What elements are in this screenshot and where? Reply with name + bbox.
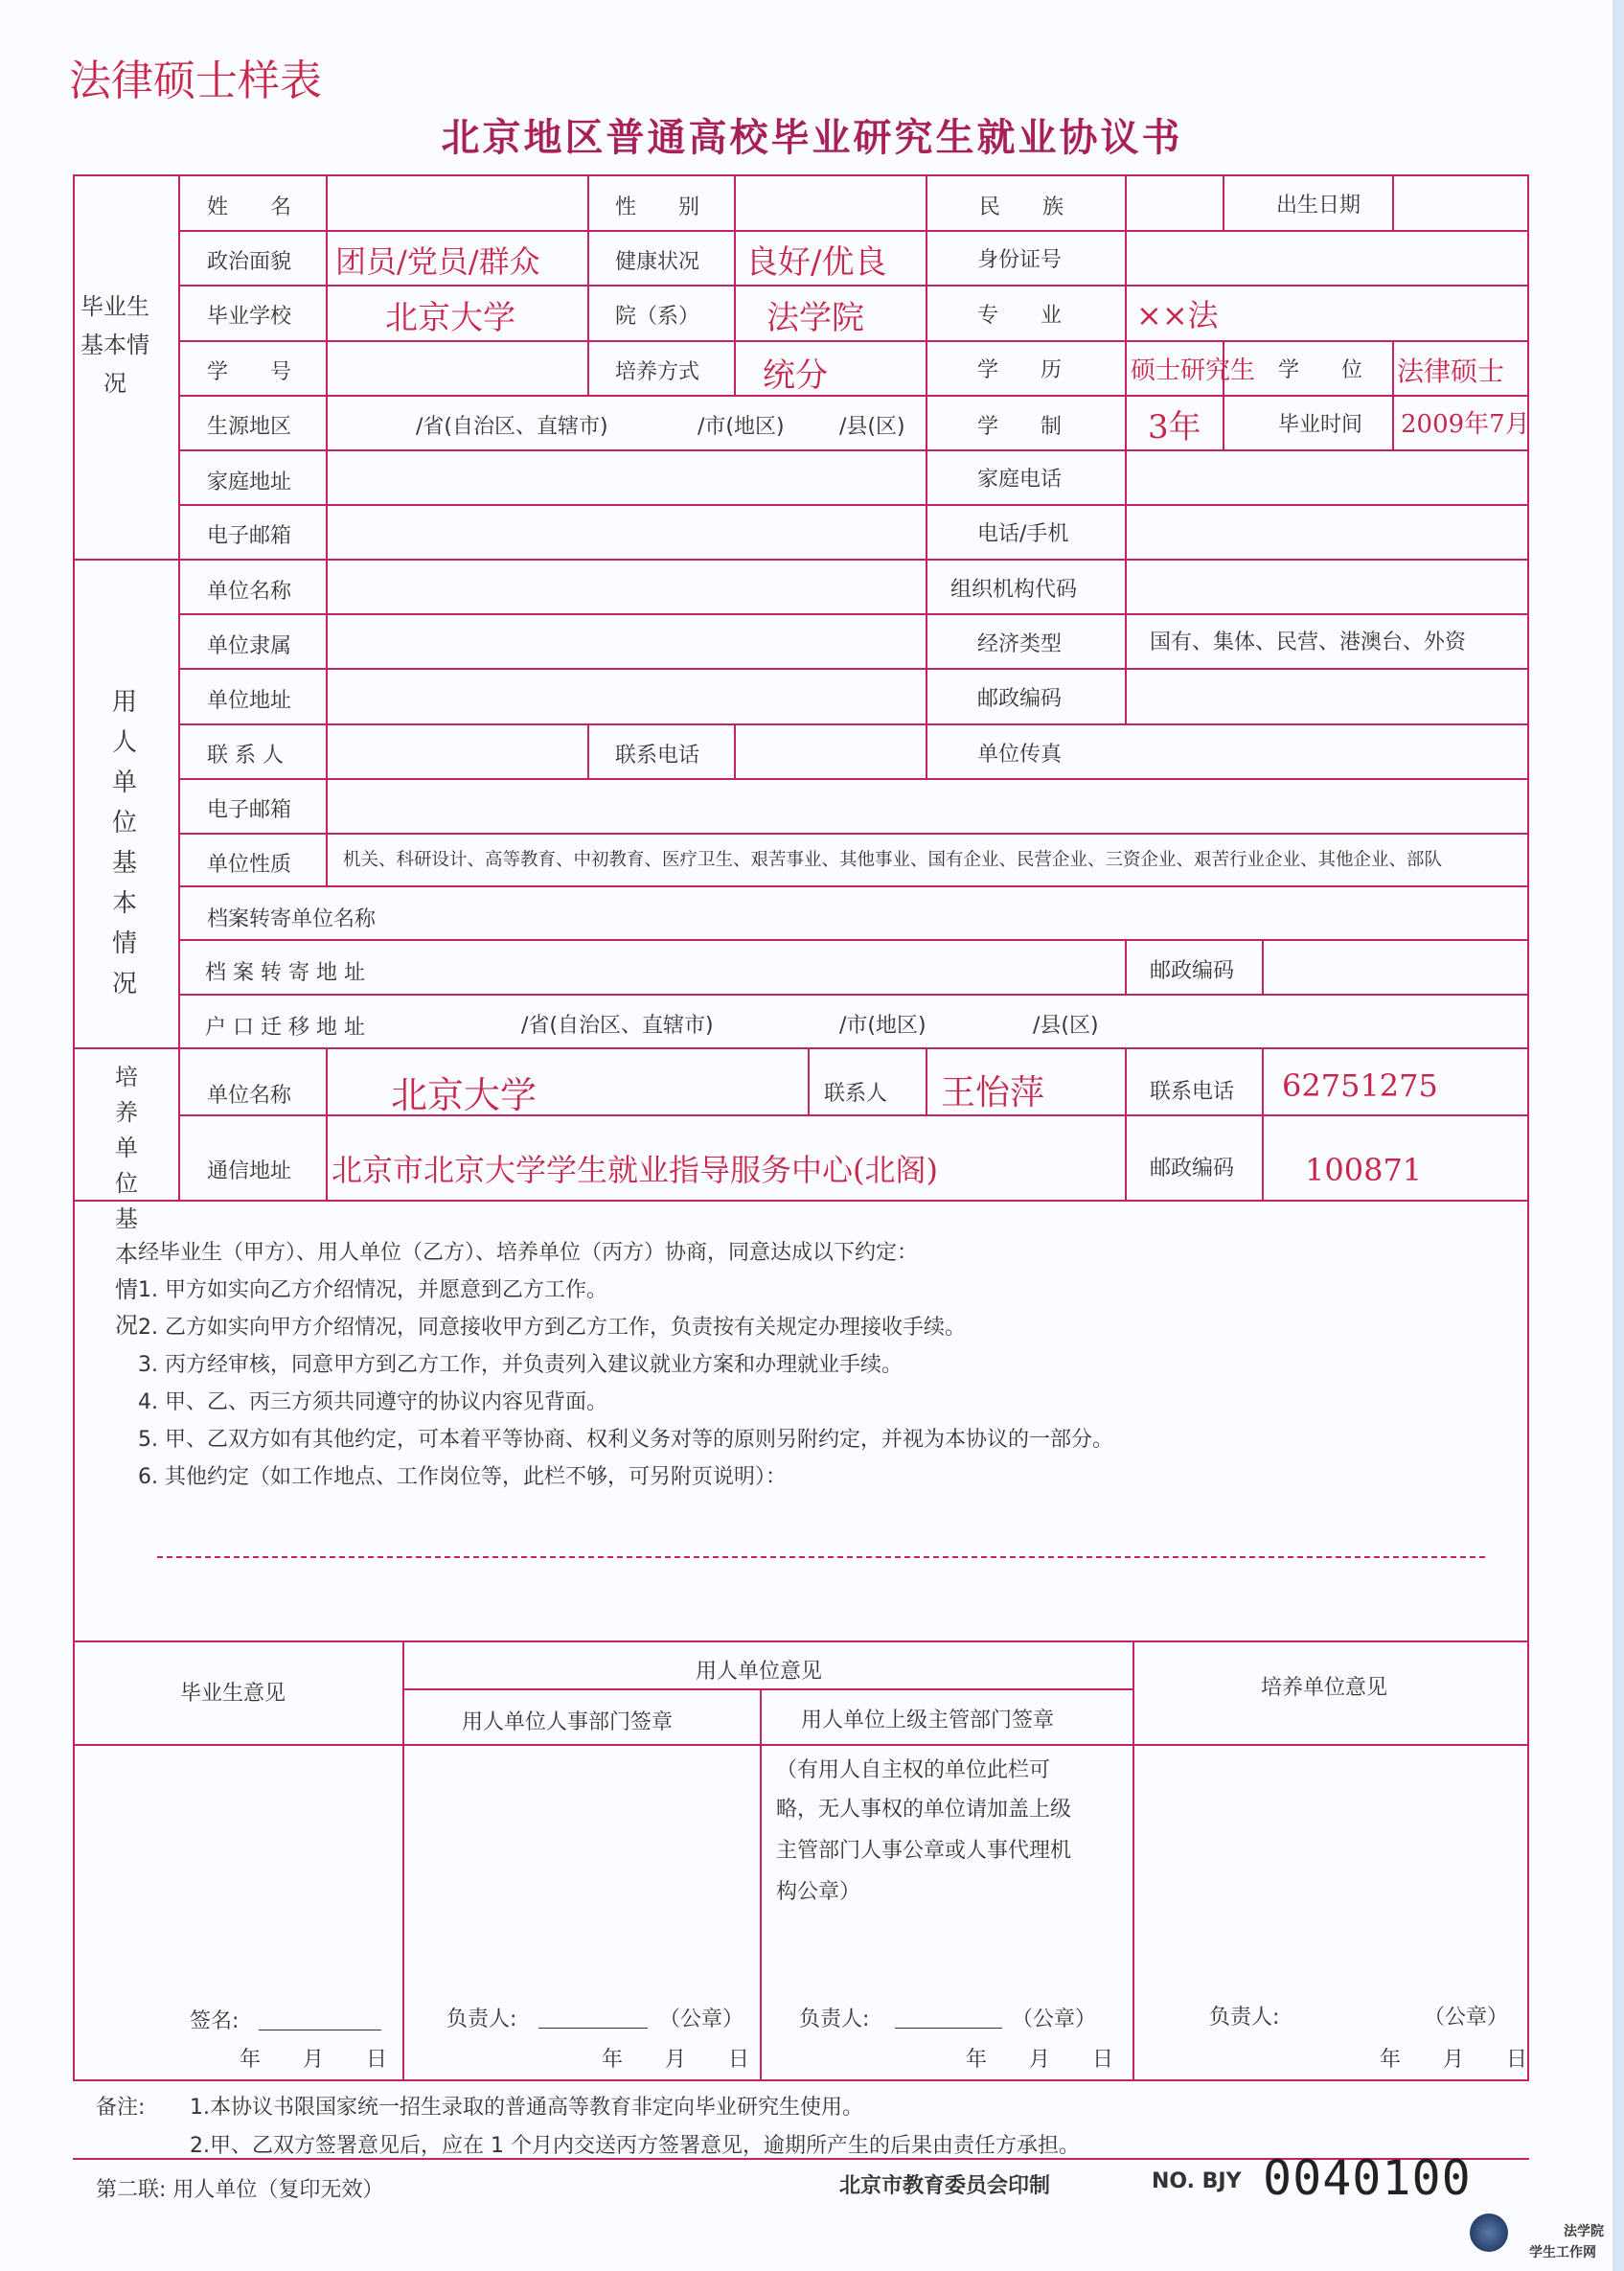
printer-label: 北京市教育委员会印制: [839, 2174, 1051, 2198]
page-edge: [1613, 0, 1624, 2271]
school-section-label: 培养单位基本情况: [115, 1064, 138, 1339]
graduate-sign-label: 签名:: [190, 2009, 240, 2033]
home-phone-label: 家庭电话: [977, 468, 1063, 492]
serial-number: 0040100: [1263, 2150, 1472, 2206]
school-value: 北京大学: [385, 299, 515, 337]
employer-opinion-label: 用人单位意见: [696, 1660, 823, 1684]
political-value: 团员/党员/群众: [335, 243, 540, 280]
id-label: 身份证号: [977, 248, 1063, 272]
hr-responsible-label: 负责人:: [446, 2007, 517, 2031]
handwritten-note: 法律硕士样表: [69, 57, 322, 105]
employer-email-label: 电子邮箱: [207, 798, 292, 822]
agreement-item-2: 2. 乙方如实向甲方介绍情况，同意接收甲方到乙方工作，负责按有关规定办理接收手续。: [138, 1316, 966, 1340]
school-address-label: 通信地址: [207, 1159, 292, 1183]
school-label: 毕业学校: [207, 305, 292, 329]
school-postcode-value: 100871: [1305, 1152, 1423, 1188]
mobile-label: 电话/手机: [977, 522, 1069, 546]
student-no-label: 学 号: [207, 360, 292, 384]
training-value: 统分: [763, 356, 828, 395]
economy-label: 经济类型: [977, 632, 1063, 656]
nature-label: 单位性质: [207, 853, 292, 877]
grad-time-label: 毕业时间: [1278, 413, 1363, 437]
hr-seal-label: 用人单位人事部门签章: [462, 1710, 674, 1734]
agreement-intro: 经毕业生（甲方）、用人单位（乙方）、培养单位（丙方）协商，同意达成以下约定：: [138, 1241, 919, 1265]
superior-seal-mark: （公章）: [1012, 2007, 1097, 2031]
school-address-value: 北京市北京大学学生就业指导服务中心(北阁): [332, 1152, 938, 1188]
dept-value: 法学院: [766, 299, 864, 337]
origin-label: 生源地区: [207, 415, 292, 439]
origin-county-suffix: /县(区): [839, 415, 905, 439]
health-label: 健康状况: [615, 250, 700, 274]
political-label: 政治面貌: [207, 250, 292, 274]
superior-note-2: 略，无人事权的单位请加盖上级: [776, 1798, 1072, 1822]
employer-address-label: 单位地址: [207, 689, 292, 713]
affiliation-label: 单位隶属: [207, 634, 292, 658]
agreement-item-6: 6. 其他约定（如工作地点、工作岗位等，此栏不够，可另附页说明）：: [138, 1465, 787, 1489]
employer-name-label: 单位名称: [207, 580, 292, 604]
name-label: 姓 名: [207, 195, 292, 219]
superior-responsible-label: 负责人:: [799, 2007, 870, 2031]
economy-options: 国有、集体、民营、港澳台、外资: [1150, 631, 1467, 654]
employer-postcode-label: 邮政编码: [977, 687, 1063, 711]
school-phone-label: 联系电话: [1150, 1080, 1235, 1104]
remark-2: 2.甲、乙双方签署意见后，应在 1 个月内交送丙方签署意见，逾期所产生的后果由责任方承担。: [190, 2134, 1080, 2158]
archive-address-label: 档 案 转 寄 地 址: [205, 961, 365, 985]
school-name-label: 单位名称: [207, 1084, 292, 1108]
school-date: 年 月 日: [1380, 2048, 1528, 2072]
serial-prefix: NO. BJY: [1152, 2169, 1242, 2193]
education-value: 硕士研究生: [1131, 356, 1256, 385]
agreement-item-1: 1. 甲方如实向乙方介绍情况，并愿意到乙方工作。: [138, 1278, 607, 1302]
superior-seal-label: 用人单位上级主管部门签章: [801, 1709, 1055, 1732]
form-title: 北京地区普通高校毕业研究生就业协议书: [441, 116, 1183, 160]
superior-sign-line[interactable]: [895, 2028, 1002, 2029]
superior-note-3: 主管部门人事公章或人事代理机: [776, 1839, 1072, 1863]
contact-label: 联 系 人: [207, 744, 284, 768]
graduate-opinion-label: 毕业生意见: [180, 1682, 286, 1706]
contact-phone-label: 联系电话: [615, 744, 700, 768]
school-opinion-label: 培养单位意见: [1261, 1676, 1388, 1700]
graduate-section-label: 毕业生基本情况: [80, 293, 149, 397]
major-value: ××法: [1136, 297, 1219, 333]
archive-postcode-label: 邮政编码: [1150, 959, 1235, 983]
hr-date: 年 月 日: [602, 2048, 750, 2072]
ethnicity-label: 民 族: [979, 195, 1064, 219]
school-phone-value: 62751275: [1282, 1067, 1438, 1104]
degree-value: 法律硕士: [1397, 356, 1505, 387]
hr-sign-line[interactable]: [538, 2028, 648, 2029]
email-label: 电子邮箱: [207, 524, 292, 548]
school-responsible-label: 负责人:: [1209, 2006, 1280, 2030]
training-label: 培养方式: [615, 360, 700, 384]
major-label: 专 业: [977, 304, 1063, 328]
hr-seal-mark: （公章）: [659, 2007, 744, 2031]
copy-label: 第二联: 用人单位（复印无效）: [96, 2178, 384, 2202]
gender-label: 性 别: [615, 195, 700, 219]
law-school-logo-icon: [1470, 2214, 1508, 2252]
hukou-label: 户 口 迁 移 地 址: [205, 1016, 365, 1040]
logo-text-2: 学生工作网: [1529, 2245, 1596, 2260]
employer-section-label: 用人单位基本情况: [111, 688, 137, 998]
archive-unit-label: 档案转寄单位名称: [207, 907, 377, 931]
superior-note-4: 构公章）: [776, 1880, 861, 1904]
degree-label: 学 位: [1278, 358, 1363, 382]
address-label: 家庭地址: [207, 470, 292, 494]
hukou-county-suffix: /县(区): [1033, 1014, 1099, 1038]
remark-1: 1.本协议书限国家统一招生录取的普通高等教育非定向毕业研究生使用。: [190, 2096, 863, 2120]
other-terms-line: [157, 1556, 1485, 1558]
org-code-label: 组织机构代码: [950, 578, 1078, 602]
birth-label: 出生日期: [1276, 194, 1361, 218]
health-value: 良好/优良: [745, 243, 887, 282]
fax-label: 单位传真: [977, 743, 1063, 767]
origin-city-suffix: /市(地区): [698, 415, 785, 439]
grad-time-value: 2009年7月: [1401, 410, 1530, 439]
remarks-label: 备注:: [96, 2096, 146, 2120]
agreement-item-5: 5. 甲、乙双方如有其他约定，可本着平等协商、权利义务对等的原则另附约定，并视为本协议的一部分。: [138, 1428, 1113, 1452]
logo-text-1: 法学院: [1564, 2224, 1604, 2239]
agreement-item-4: 4. 甲、乙、丙三方须共同遵守的协议内容见背面。: [138, 1390, 607, 1414]
agreement-item-3: 3. 丙方经审核，同意甲方到乙方工作，并负责列入建议就业方案和办理就业手续。: [138, 1353, 903, 1377]
school-postcode-label: 邮政编码: [1150, 1157, 1235, 1181]
nature-options: 机关、科研设计、高等教育、中初教育、医疗卫生、艰苦事业、其他事业、国有企业、民营企业、三资企业、艰苦行业企业、其他企业、部队: [343, 850, 1443, 870]
school-contact-value: 王怡萍: [941, 1073, 1045, 1113]
education-label: 学 历: [977, 358, 1063, 382]
hukou-province-suffix: /省(自治区、直辖市): [521, 1014, 714, 1038]
duration-label: 学 制: [977, 415, 1063, 439]
school-seal-mark: （公章）: [1424, 2006, 1509, 2030]
school-name-value: 北京大学: [391, 1074, 538, 1116]
superior-date: 年 月 日: [966, 2048, 1114, 2072]
duration-value: 3年: [1148, 408, 1201, 447]
graduate-date: 年 月 日: [240, 2048, 388, 2072]
school-contact-label: 联系人: [824, 1082, 888, 1106]
superior-note-1: （有用人自主权的单位此栏可: [776, 1758, 1051, 1782]
dept-label: 院（系）: [615, 305, 700, 329]
origin-province-suffix: /省(自治区、直辖市): [416, 415, 608, 439]
hukou-city-suffix: /市(地区): [839, 1014, 926, 1038]
